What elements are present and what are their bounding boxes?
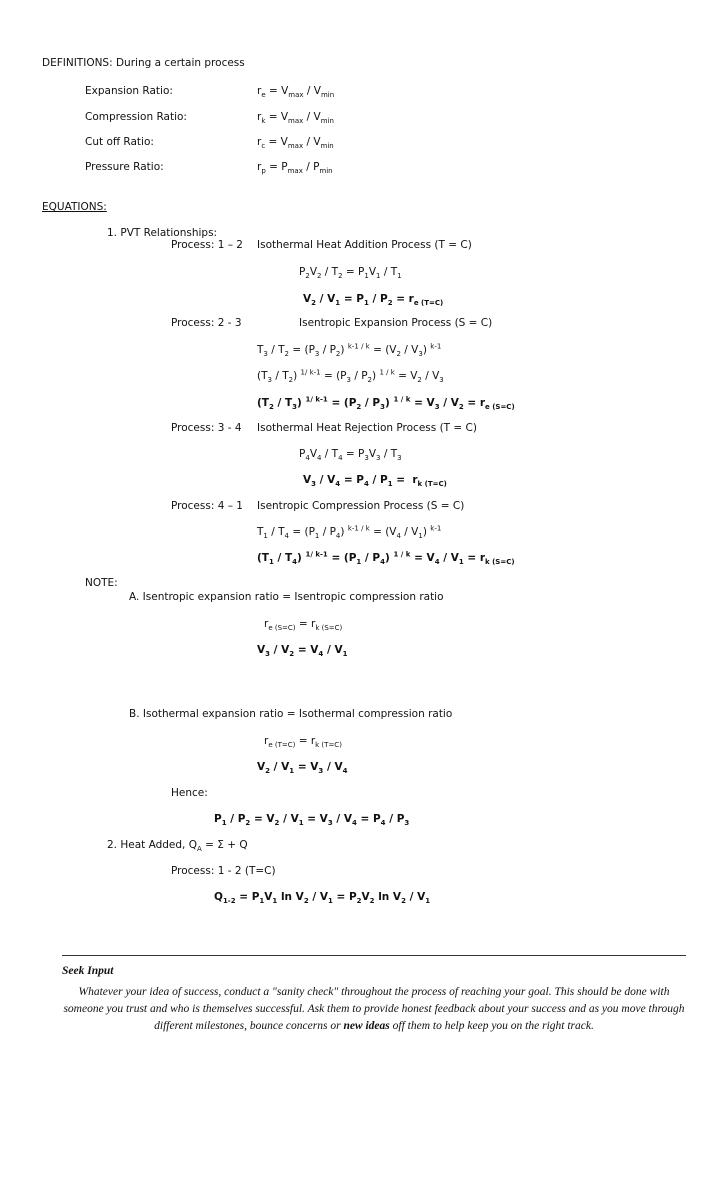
def-label-cutoff: Cut off Ratio: [85, 136, 154, 148]
process-1-2-title: Isothermal Heat Addition Process (T = C) [257, 239, 472, 251]
eq-3-4-ratio: $V_3 / V_4 = P_4 / P_1 = r_{k (T=C)}$ [303, 474, 447, 489]
eq-4-1-b: $(T_1 / T_4) ^{1/ k-1} = (P_1 / P_4) ^{1 / k} = V_4 / V_1 = r_{k (S=C)}$ [257, 550, 515, 567]
eq-4-1-a: $T_1 / T_4 = (P_1 / P_4) ^{k-1 / k} = (V_4 / V_1)$ $^{k-1}$ [257, 524, 442, 541]
note-heading: NOTE: [85, 577, 118, 589]
hence-label: Hence: [171, 787, 208, 799]
eq-3-4-pv: $P_4V_4 / T_4 = P_3V_3 / T_3$ [299, 448, 402, 463]
process-3-4-title: Isothermal Heat Rejection Process (T = C) [257, 422, 477, 434]
eq-2-3-a: $T_3 / T_2 = (P_3 / P_2) ^{k-1 / k} = (V_2 / V_3)$ $^{k-1}$ [257, 342, 442, 359]
process-4-1-label: Process: 4 – 1 [171, 500, 243, 512]
eq-2-3-b: $(T_3 / T_2) ^{1/ k-1} = (P_3 / P_2) ^{1 / k} = V_2 / V_3$ [257, 368, 444, 385]
process-2-3-title: Isentropic Expansion Process (S = C) [299, 317, 493, 329]
definitions-heading: DEFINITIONS: During a certain process [42, 57, 245, 69]
note-b: B. Isothermal expansion ratio = Isothermal compression ratio [129, 708, 453, 720]
note-b-eq1: $r_{e (T=C)} = r_{k (T=C)}$ [264, 735, 342, 750]
process-4-1-title: Isentropic Compression Process (S = C) [257, 500, 465, 512]
def-formula-pressure: $r_p = P_{max} / P_{min}$ [257, 161, 333, 176]
process-1-2-tc-label: Process: 1 - 2 (T=C) [171, 865, 276, 877]
note-a-eq2: $V_3 / V_2 = V_4 / V_1$ [257, 644, 348, 659]
footer-text: Whatever your idea of success, conduct a "sanity check" throughout the process of reaching your goal. This should be done with someone you trust and who is themselves successful. Ask them to provide honest feedback about your success and as you move through different milestones, bounce concerns or new ideas off them to help keep you on the right track. [63, 986, 685, 1032]
item-heat-added: 2. Heat Added, $Q_A = \Sigma + Q$ [107, 839, 248, 854]
equations-heading: EQUATIONS: [42, 201, 107, 213]
eq-2-3-c: $(T_2 / T_3) ^{1/ k-1} = (P_2 / P_3) ^{1 / k} = V_3 / V_2 = r_{e (S=C)}$ [257, 395, 515, 412]
note-a-eq1: $r_{e (S=C)} = r_{k (S=C)}$ [264, 618, 343, 633]
footer-title: Seek Input [62, 965, 114, 977]
heat-eq: $Q_{1-2} = P_1V_1$ $\ln V_2 / V_1 = P_2V_2$ $\ln V_2 / V_1$ [214, 891, 431, 906]
eq-1-2-ratio: $V_2 / V_1 = P_1 / P_2 = r_{e (T=C)}$ [303, 293, 444, 308]
def-label-compression: Compression Ratio: [85, 111, 187, 123]
note-a: A. Isentropic expansion ratio = Isentropic compression ratio [129, 591, 444, 603]
def-label-expansion: Expansion Ratio: [85, 85, 173, 97]
process-1-2-label: Process: 1 – 2 [171, 239, 243, 251]
process-2-3-label: Process: 2 - 3 [171, 317, 242, 329]
def-formula-compression: $r_k = V_{max} / V_{min}$ [257, 111, 334, 126]
eq-1-2-pv: $P_2V_2 / T_2 = P_1V_1 / T_1$ [299, 266, 402, 281]
def-label-pressure: Pressure Ratio: [85, 161, 164, 173]
def-formula-expansion: $r_e = V_{max} / V_{min}$ [257, 85, 335, 100]
item-pvt-relationships: 1. PVT Relationships: [107, 227, 218, 239]
hence-eq: $P_1 / P_2 = V_2 / V_1 = V_3 / V_4 = P_4 / P_3$ [214, 813, 410, 828]
process-3-4-label: Process: 3 - 4 [171, 422, 242, 434]
footer-divider [62, 955, 686, 956]
note-b-eq2: $V_2 / V_1 = V_3 / V_4$ [257, 761, 348, 776]
def-formula-cutoff: $r_c = V_{max} / V_{min}$ [257, 136, 334, 151]
